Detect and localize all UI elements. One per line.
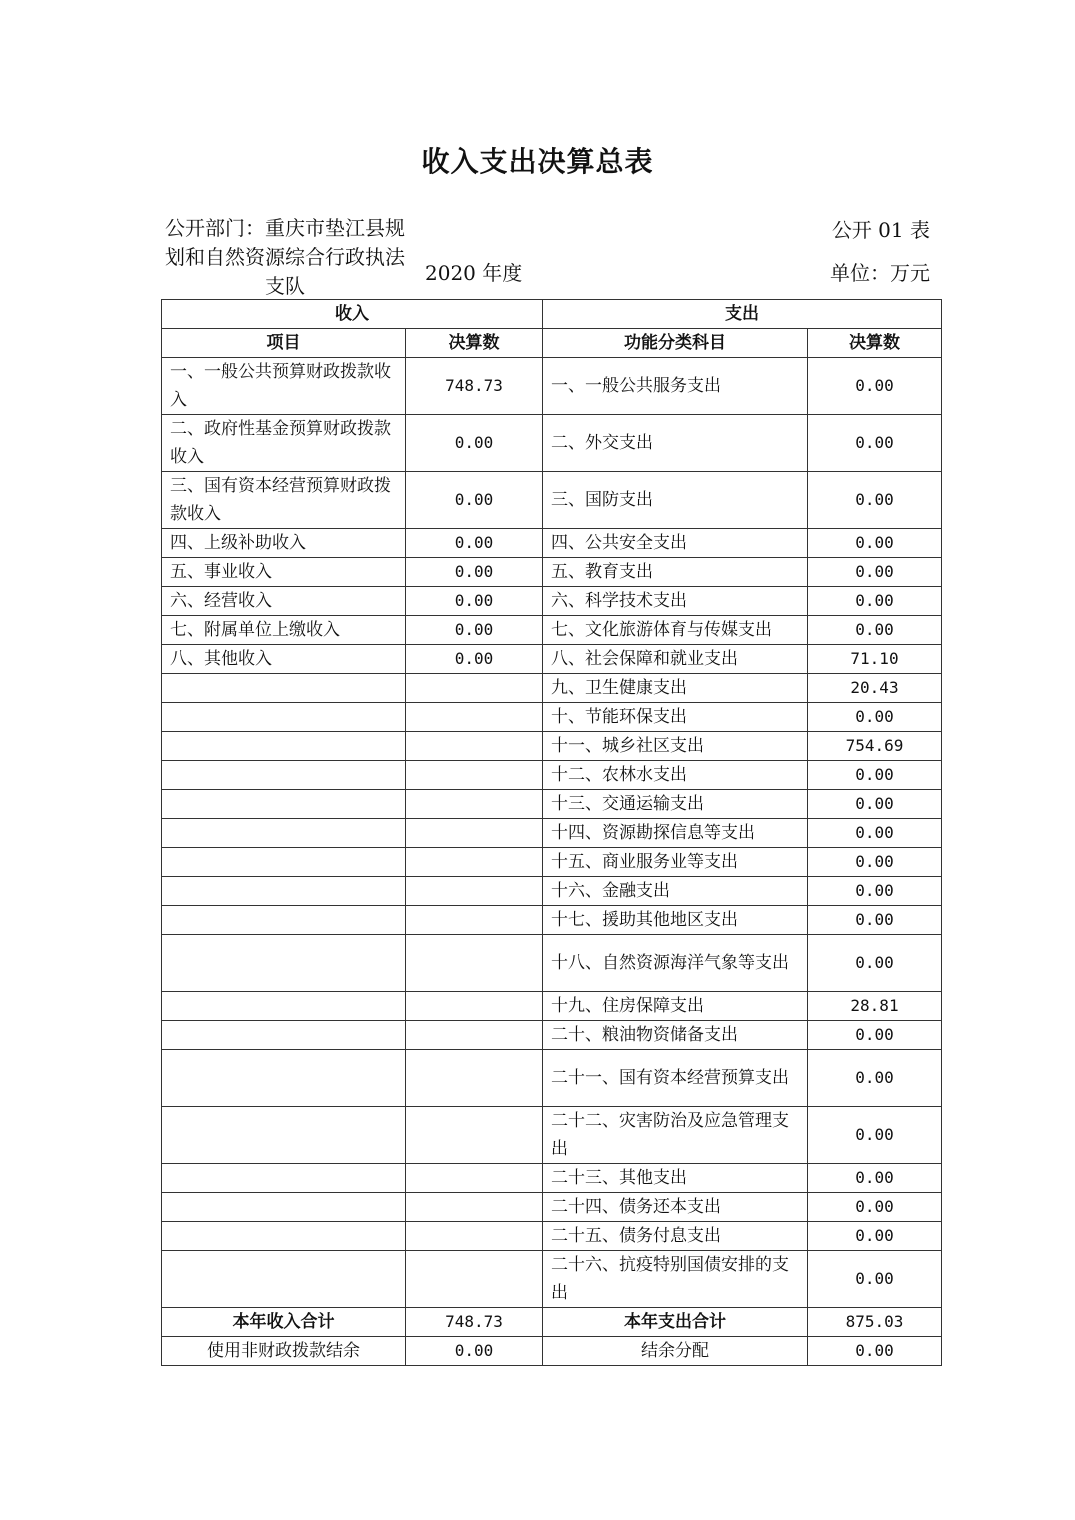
income-amount-cell [406, 1021, 543, 1050]
expense-amount-cell: 0.00 [808, 1164, 942, 1193]
col-amount-header: 决算数 [406, 329, 543, 358]
income-amount-cell [406, 1107, 543, 1164]
income-amount-cell: 0.00 [406, 472, 543, 529]
expense-amount-cell: 0.00 [808, 1251, 942, 1308]
expense-amount-cell: 71.10 [808, 645, 942, 674]
income-item-cell [162, 790, 406, 819]
income-amount-cell [406, 732, 543, 761]
expense-amount-cell: 0.00 [808, 1193, 942, 1222]
table-row [162, 674, 942, 703]
budget-table [161, 299, 942, 1366]
expense-item-cell: 十四、资源勘探信息等支出 [543, 819, 808, 848]
expense-item-cell: 十九、住房保障支出 [543, 992, 808, 1021]
expense-item-cell: 十七、援助其他地区支出 [543, 906, 808, 935]
expense-amount-cell: 754.69 [808, 732, 942, 761]
table-row [162, 1222, 942, 1251]
income-item-cell [162, 819, 406, 848]
income-item-cell: 五、事业收入 [162, 558, 406, 587]
income-amount-cell [406, 819, 543, 848]
income-amount-cell [406, 703, 543, 732]
income-item-cell: 六、经营收入 [162, 587, 406, 616]
surplus-label: 结余分配 [543, 1337, 808, 1366]
income-item-cell [162, 1222, 406, 1251]
table-row [162, 1251, 942, 1308]
table-row [162, 761, 942, 790]
table-row [162, 587, 942, 616]
expense-amount-cell: 0.00 [808, 790, 942, 819]
expense-amount-cell: 0.00 [808, 877, 942, 906]
table-row [162, 935, 942, 992]
income-item-cell [162, 703, 406, 732]
income-item-cell [162, 674, 406, 703]
expense-item-cell: 八、社会保障和就业支出 [543, 645, 808, 674]
income-amount-cell [406, 674, 543, 703]
col-function-header: 功能分类科目 [543, 329, 808, 358]
expense-amount-cell: 0.00 [808, 1222, 942, 1251]
expense-item-cell: 二十、粮油物资储备支出 [543, 1021, 808, 1050]
expense-item-cell: 十、节能环保支出 [543, 703, 808, 732]
total-expense-value: 875.03 [808, 1308, 942, 1337]
table-row [162, 819, 942, 848]
income-amount-cell: 0.00 [406, 415, 543, 472]
table-row [162, 529, 942, 558]
expense-amount-cell: 0.00 [808, 848, 942, 877]
table-body [162, 358, 942, 1308]
income-item-cell [162, 761, 406, 790]
expense-amount-cell: 0.00 [808, 472, 942, 529]
expense-item-cell: 六、科学技术支出 [543, 587, 808, 616]
expense-item-cell: 十八、自然资源海洋气象等支出 [543, 935, 808, 992]
expense-item-cell: 二十四、债务还本支出 [543, 1193, 808, 1222]
income-item-cell [162, 992, 406, 1021]
income-amount-cell [406, 1050, 543, 1107]
income-amount-cell [406, 877, 543, 906]
table-row [162, 1193, 942, 1222]
total-income-value: 748.73 [406, 1308, 543, 1337]
table-row [162, 1107, 942, 1164]
expense-amount-cell: 0.00 [808, 358, 942, 415]
income-amount-cell [406, 992, 543, 1021]
page-title: 收入支出决算总表 [421, 145, 654, 178]
col-item-header: 项目 [162, 329, 406, 358]
expense-amount-cell: 20.43 [808, 674, 942, 703]
table-row [162, 616, 942, 645]
expense-amount-cell: 0.00 [808, 1107, 942, 1164]
total-expense-label: 本年支出合计 [543, 1308, 808, 1337]
table-row [162, 1050, 942, 1107]
expense-item-cell: 二十三、其他支出 [543, 1164, 808, 1193]
income-amount-cell [406, 1193, 543, 1222]
income-amount-cell [406, 1251, 543, 1308]
expense-item-cell: 二、外交支出 [543, 415, 808, 472]
income-amount-cell [406, 1222, 543, 1251]
table-row [162, 877, 942, 906]
income-item-cell: 七、附属单位上缴收入 [162, 616, 406, 645]
income-item-cell: 四、上级补助收入 [162, 529, 406, 558]
income-amount-cell [406, 1164, 543, 1193]
income-item-cell: 二、政府性基金预算财政拨款收入 [162, 415, 406, 472]
surplus-value: 0.00 [808, 1337, 942, 1366]
table-row [162, 358, 942, 415]
table-row [162, 645, 942, 674]
expense-item-cell: 二十五、债务付息支出 [543, 1222, 808, 1251]
income-header: 收入 [162, 300, 543, 329]
income-amount-cell [406, 906, 543, 935]
income-item-cell [162, 732, 406, 761]
table-row [162, 703, 942, 732]
income-item-cell: 一、一般公共预算财政拨款收入 [162, 358, 406, 415]
expense-amount-cell: 0.00 [808, 558, 942, 587]
expense-amount-cell: 0.00 [808, 415, 942, 472]
table-row [162, 848, 942, 877]
expense-item-cell: 十六、金融支出 [543, 877, 808, 906]
table-row [162, 790, 942, 819]
income-item-cell [162, 1050, 406, 1107]
income-amount-cell [406, 935, 543, 992]
income-amount-cell: 0.00 [406, 558, 543, 587]
income-item-cell [162, 877, 406, 906]
income-amount-cell: 0.00 [406, 645, 543, 674]
income-item-cell [162, 1193, 406, 1222]
expense-amount-cell: 0.00 [808, 906, 942, 935]
income-amount-cell [406, 761, 543, 790]
expense-header: 支出 [543, 300, 942, 329]
table-row [162, 415, 942, 472]
expense-amount-cell: 0.00 [808, 761, 942, 790]
table-row [162, 992, 942, 1021]
expense-amount-cell: 0.00 [808, 819, 942, 848]
expense-item-cell: 五、教育支出 [543, 558, 808, 587]
income-amount-cell: 0.00 [406, 529, 543, 558]
expense-item-cell: 十一、城乡社区支出 [543, 732, 808, 761]
income-item-cell [162, 1107, 406, 1164]
expense-amount-cell: 28.81 [808, 992, 942, 1021]
expense-amount-cell: 0.00 [808, 1050, 942, 1107]
expense-amount-cell: 0.00 [808, 529, 942, 558]
table-row [162, 1021, 942, 1050]
income-item-cell [162, 848, 406, 877]
expense-amount-cell: 0.00 [808, 1021, 942, 1050]
year-label: 2020 年度 [425, 261, 523, 285]
expense-item-cell: 一、一般公共服务支出 [543, 358, 808, 415]
expense-item-cell: 十二、农林水支出 [543, 761, 808, 790]
income-item-cell [162, 935, 406, 992]
col-amount2-header: 决算数 [808, 329, 942, 358]
nonfiscal-label: 使用非财政拨款结余 [162, 1337, 406, 1366]
expense-item-cell: 二十一、国有资本经营预算支出 [543, 1050, 808, 1107]
total-income-label: 本年收入合计 [162, 1308, 406, 1337]
expense-item-cell: 十五、商业服务业等支出 [543, 848, 808, 877]
income-amount-cell: 0.00 [406, 587, 543, 616]
unit-label: 单位：万元 [830, 261, 930, 285]
expense-item-cell: 二十六、抗疫特别国债安排的支出 [543, 1251, 808, 1308]
income-item-cell [162, 1021, 406, 1050]
expense-item-cell: 十三、交通运输支出 [543, 790, 808, 819]
expense-amount-cell: 0.00 [808, 703, 942, 732]
expense-item-cell: 九、卫生健康支出 [543, 674, 808, 703]
expense-amount-cell: 0.00 [808, 935, 942, 992]
income-item-cell [162, 906, 406, 935]
table-row [162, 732, 942, 761]
table-row [162, 906, 942, 935]
income-amount-cell [406, 848, 543, 877]
income-item-cell: 八、其他收入 [162, 645, 406, 674]
expense-item-cell: 三、国防支出 [543, 472, 808, 529]
expense-item-cell: 七、文化旅游体育与传媒支出 [543, 616, 808, 645]
income-amount-cell [406, 790, 543, 819]
nonfiscal-value: 0.00 [406, 1337, 543, 1366]
income-amount-cell: 0.00 [406, 616, 543, 645]
income-amount-cell: 748.73 [406, 358, 543, 415]
income-item-cell [162, 1164, 406, 1193]
table-row [162, 1164, 942, 1193]
expense-amount-cell: 0.00 [808, 616, 942, 645]
income-item-cell [162, 1251, 406, 1308]
form-number: 公开 01 表 [831, 218, 930, 242]
expense-item-cell: 二十二、灾害防治及应急管理支出 [543, 1107, 808, 1164]
income-item-cell: 三、国有资本经营预算财政拨款收入 [162, 472, 406, 529]
expense-amount-cell: 0.00 [808, 587, 942, 616]
table-row [162, 558, 942, 587]
department-label: 公开部门：重庆市垫江县规划和自然资源综合行政执法支队 [165, 216, 405, 298]
table-row [162, 472, 942, 529]
expense-item-cell: 四、公共安全支出 [543, 529, 808, 558]
